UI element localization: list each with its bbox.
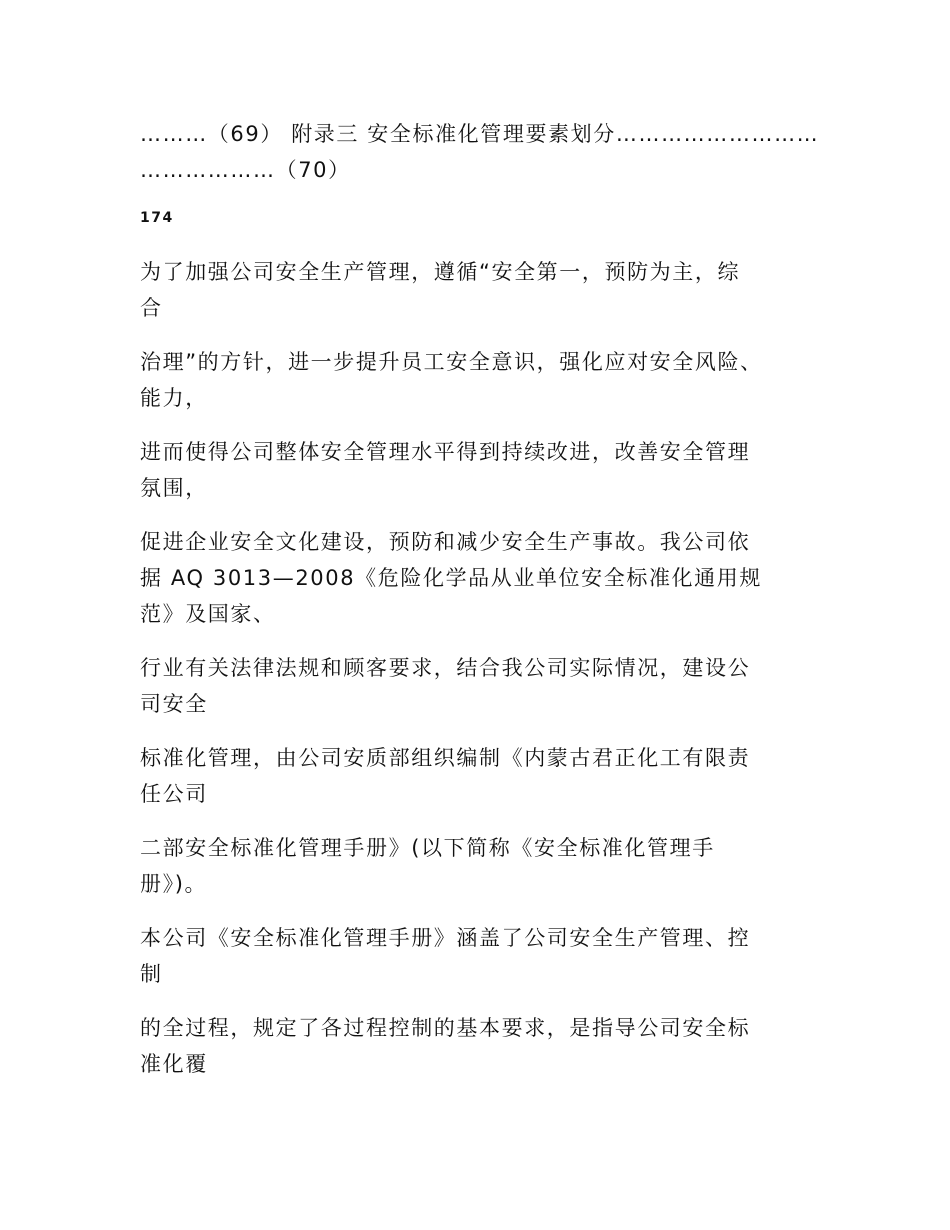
paragraph-1 [140,254,820,326]
paragraph-line: 司安全 [140,692,208,716]
paragraph-line: 的全过程，规定了各过程控制的基本要求，是指导公司安全标 [140,1016,751,1040]
paragraph-5 [140,650,820,722]
paragraph-line: 制 [140,962,163,986]
toc-line-appendix-2: ………（69） 附录三 安全标准化管理要素划分……………………… [140,122,820,146]
document-body [140,116,820,1100]
paragraph-6 [140,740,820,812]
paragraph-line: 册》)。 [140,872,208,896]
toc-line-appendix-3: ………………（70） [140,158,351,182]
paragraph-line: 为了加强公司安全生产管理，遵循“安全第一，预防为主，综 [140,260,741,284]
paragraph-8 [140,920,820,992]
paragraph-line: 促进企业安全文化建设，预防和减少安全生产事故。我公司依 [140,530,751,554]
page-number: 174 [140,210,174,226]
paragraph-line: 行业有关法律法规和顾客要求，结合我公司实际情况，建设公 [140,656,751,680]
paragraph-line: 准化覆 [140,1052,208,1076]
paragraph-line: 能力， [140,386,208,410]
paragraph-line: 范》及国家、 [140,602,276,626]
paragraph-3 [140,434,820,506]
paragraph-9 [140,1010,820,1082]
paragraph-line: 合 [140,296,163,320]
paragraph-line: 本公司《安全标准化管理手册》涵盖了公司安全生产管理、控 [140,926,751,950]
paragraph-line: 进而使得公司整体安全管理水平得到持续改进，改善安全管理 [140,440,751,464]
paragraph-line: 氛围， [140,476,208,500]
paragraph-line: 任公司 [140,782,208,806]
paragraph-line: 据 AQ 3013—2008《危险化学品从业单位安全标准化通用规 [140,566,762,590]
paragraph-line: 二部安全标准化管理手册》(以下简称《安全标准化管理手 [140,836,715,860]
paragraph-line: 治理”的方针，进一步提升员工安全意识，强化应对安全风险、 [140,350,763,374]
toc-block [140,116,820,188]
paragraph-2 [140,344,820,416]
paragraph-line: 标准化管理，由公司安质部组织编制《内蒙古君正化工有限责 [140,746,751,770]
paragraph-7 [140,830,820,902]
paragraph-4 [140,524,820,632]
